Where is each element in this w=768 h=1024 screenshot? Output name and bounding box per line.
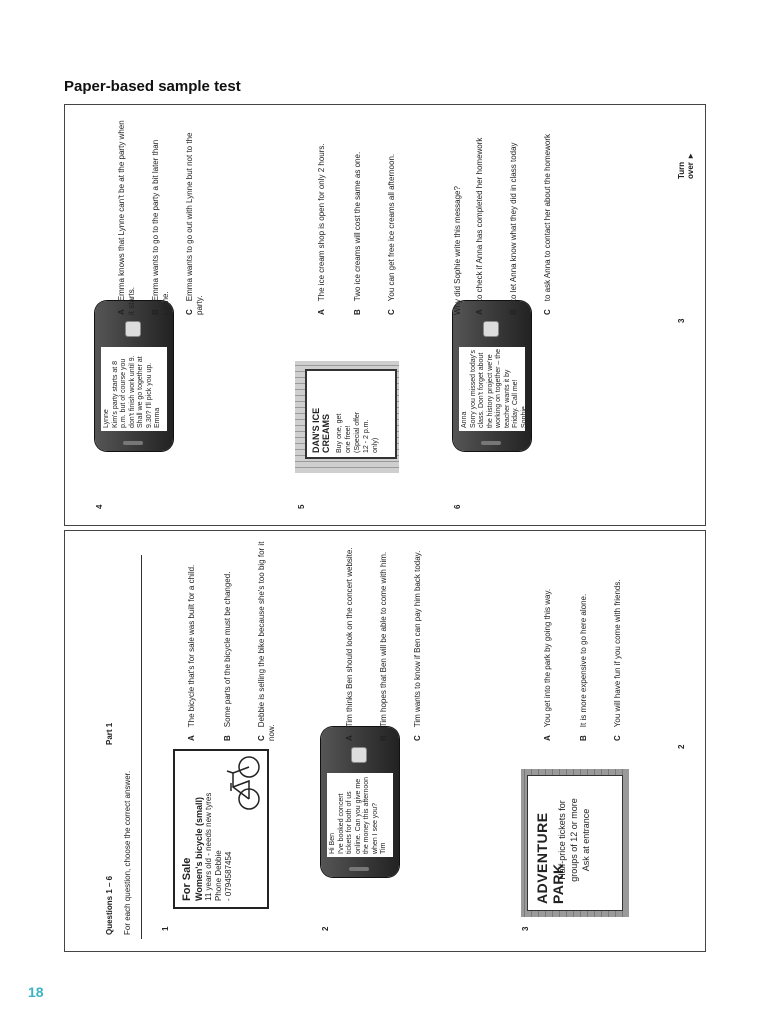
phone-home-icon: [351, 747, 367, 763]
questions-range: Questions 1 – 6: [105, 875, 114, 935]
header-divider: [141, 555, 142, 939]
park-sign-text: Half-price tickets for groups of 12 or more Ask at entrance: [557, 798, 591, 882]
adventure-park-sign: [521, 769, 629, 917]
q4-option-b: BEmma wants to go to the party a bit later than Lynne.: [151, 139, 170, 315]
message-text: Hi Ben I've booked concert tickets for both of us online. Can you give me the money this afternoon when I see you? Tim: [329, 776, 387, 854]
instructions: For each question, choose the correct answer.: [123, 770, 132, 935]
part-label: Part 1: [105, 722, 114, 745]
q1-option-b: BSome parts of the bicycle must be changed.: [223, 571, 232, 741]
q6-option-b: Bto let Anna know what they did in class today: [509, 142, 518, 315]
shop-sign-text: Buy one, get one free! (Special offer 12 - 2 p.m. only): [336, 411, 379, 453]
question-6-number: 6: [453, 504, 462, 509]
phone-message-q6: [453, 301, 531, 451]
phone-home-icon: [483, 321, 499, 337]
page-3-number: 3: [677, 318, 686, 323]
q3-option-b: BIt is more expensive to go here alone.: [579, 593, 588, 741]
phone-home-icon: [125, 321, 141, 337]
q3-option-c: CYou will have fun if you come with friends.: [613, 579, 622, 741]
page-number: 18: [28, 984, 44, 1000]
notice-subtitle: Women's bicycle (small): [194, 796, 204, 901]
q5-option-c: CYou can get free ice creams all afternoon.: [387, 153, 396, 315]
q6-option-a: Ato check if Anna has completed her homework: [475, 137, 484, 315]
q4-option-c: CEmma wants to go out with Lynne but not to the party.: [185, 132, 204, 315]
q6-question: Why did Sophie write this message?: [453, 186, 462, 315]
ice-cream-shop-sign: [295, 361, 399, 473]
phone-message-q4: [95, 301, 173, 451]
shop-sign-title: DAN'S ICE CREAMS: [311, 407, 331, 453]
page-2-number: 2: [677, 744, 686, 749]
q5-option-a: AThe ice cream shop is open for only 2 hours.: [317, 143, 326, 315]
q1-option-c: CDebbie is selling the bike because she's too big for it now.: [257, 541, 276, 741]
test-page-3: [64, 104, 706, 526]
notice-title: For Sale: [181, 857, 193, 901]
turn-over-label: Turn over ►: [677, 151, 695, 179]
q2-option-a: ATim thinks Ben should look on the concert website.: [345, 547, 354, 741]
question-4-number: 4: [95, 504, 104, 509]
test-page-2: [64, 530, 706, 952]
q5-option-b: BTwo ice creams will cost the same as one.: [353, 151, 362, 315]
q2-option-c: CTim wants to know if Ben can pay him back today.: [413, 550, 422, 741]
question-3-number: 3: [521, 926, 530, 931]
bicycle-for-sale-notice: For Sale Women's bicycle (small) 11 years old - needs new tyres Phone Debbie - 0794587454: [173, 749, 269, 909]
message-text: Anna Sorry you missed today's class. Don't forget about the history project we're working on together – the teacher wants it by Friday. Call me! Sophie: [461, 349, 528, 428]
q6-option-c: Cto ask Anna to contact her about the homework: [543, 134, 552, 315]
message-text: Lynne Kim's party starts at 8 p.m. but of course you don't finish work until 9. Shall we go together at 9.30? I'll pick you up. Emma: [103, 355, 161, 428]
q4-option-a: AEmma knows that Lynne can't be at the party when it starts.: [117, 120, 136, 315]
question-1-number: 1: [161, 926, 170, 931]
page-heading: Paper-based sample test: [64, 78, 241, 95]
question-2-number: 2: [321, 926, 330, 931]
park-sign-title: ADVENTURE PARK: [534, 812, 566, 904]
q3-option-a: AYou get into the park by going this way.: [543, 588, 552, 741]
phone-message-q2: [321, 727, 399, 877]
question-5-number: 5: [297, 504, 306, 509]
bicycle-icon: [221, 755, 261, 811]
q2-option-b: BTim hopes that Ben will be able to come with him.: [379, 551, 388, 741]
q1-option-a: AThe bicycle that's for sale was built for a child.: [187, 564, 196, 741]
